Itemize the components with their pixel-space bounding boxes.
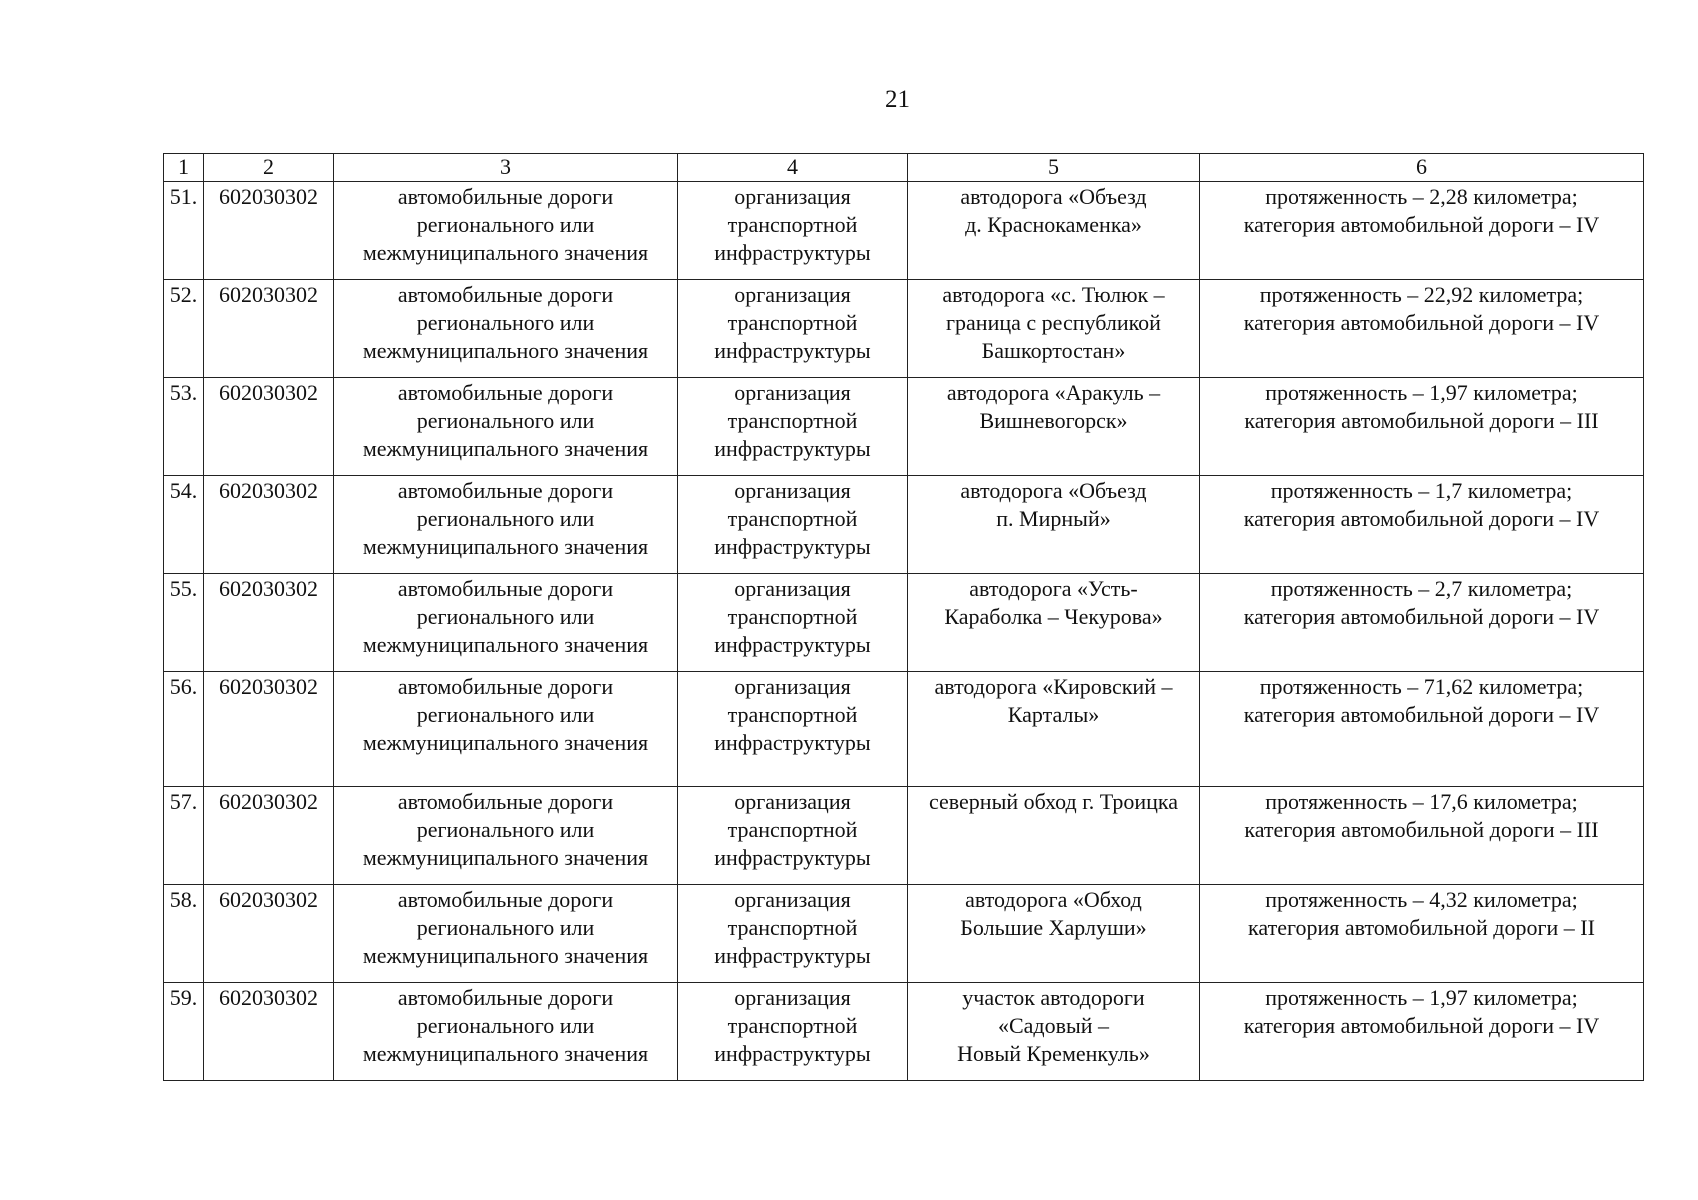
row-purpose-line: организация xyxy=(734,478,851,503)
row-object-type-line: межмуниципального значения xyxy=(362,534,649,559)
row-object-type-line: регионального или xyxy=(416,212,595,237)
row-object-name-line: Карталы» xyxy=(1007,702,1100,727)
table-header xyxy=(164,154,1644,182)
row-code: 602030302 xyxy=(204,182,334,280)
row-purpose-line: инфраструктуры xyxy=(714,534,871,559)
row-object-name-line: автодорога «Аракуль – xyxy=(946,380,1161,405)
row-object-type-line: регионального или xyxy=(416,702,595,727)
row-characteristics-line: категория автомобильной дороги – IV xyxy=(1243,310,1600,335)
column-header-1: 1 xyxy=(164,154,204,182)
row-purpose xyxy=(678,182,908,280)
row-object-type xyxy=(334,672,678,787)
row-object-type-line: автомобильные дороги xyxy=(397,887,614,912)
row-code: 602030302 xyxy=(204,574,334,672)
row-object-type xyxy=(334,885,678,983)
row-characteristics xyxy=(1200,378,1644,476)
row-object-type xyxy=(334,787,678,885)
column-header-5: 5 xyxy=(908,154,1200,182)
row-number: 52. xyxy=(164,280,204,378)
row-object-name xyxy=(908,476,1200,574)
row-object-name xyxy=(908,574,1200,672)
row-number: 59. xyxy=(164,983,204,1081)
row-characteristics-line: категория автомобильной дороги – III xyxy=(1244,817,1599,842)
row-object-type-line: автомобильные дороги xyxy=(397,789,614,814)
row-object-type-line: межмуниципального значения xyxy=(362,436,649,461)
row-object-type xyxy=(334,476,678,574)
table-row xyxy=(164,885,1644,983)
row-object-type-line: регионального или xyxy=(416,310,595,335)
row-characteristics-line: протяженность – 1,97 километра; xyxy=(1265,380,1578,405)
row-object-name-line: Башкортостан» xyxy=(981,338,1126,363)
row-purpose-line: транспортной xyxy=(727,915,858,940)
row-object-name-line: п. Мирный» xyxy=(996,506,1111,531)
row-purpose-line: организация xyxy=(734,380,851,405)
row-object-name-line: автодорога «Усть- xyxy=(969,576,1138,601)
row-object-name-line: автодорога «Кировский – xyxy=(934,674,1173,699)
row-object-type-line: автомобильные дороги xyxy=(397,380,614,405)
row-characteristics-line: протяженность – 2,28 километра; xyxy=(1265,184,1578,209)
row-code: 602030302 xyxy=(204,885,334,983)
row-object-name xyxy=(908,983,1200,1081)
row-code: 602030302 xyxy=(204,787,334,885)
row-object-type-line: автомобильные дороги xyxy=(397,184,614,209)
row-object-type xyxy=(334,280,678,378)
row-number: 57. xyxy=(164,787,204,885)
row-purpose-line: инфраструктуры xyxy=(714,943,871,968)
row-purpose-line: организация xyxy=(734,674,851,699)
row-number: 55. xyxy=(164,574,204,672)
roads-table xyxy=(163,153,1644,1081)
row-characteristics-line: категория автомобильной дороги – II xyxy=(1248,915,1595,940)
row-object-type-line: регионального или xyxy=(416,817,595,842)
column-header-2: 2 xyxy=(204,154,334,182)
row-object-type-line: регионального или xyxy=(416,604,595,629)
row-characteristics-line: категория автомобильной дороги – IV xyxy=(1243,212,1600,237)
row-purpose-line: организация xyxy=(734,789,851,814)
row-purpose-line: транспортной xyxy=(727,604,858,629)
column-header-6: 6 xyxy=(1200,154,1644,182)
row-object-type-line: регионального или xyxy=(416,506,595,531)
row-code: 602030302 xyxy=(204,983,334,1081)
row-object-name-line: «Садовый – xyxy=(997,1013,1110,1038)
row-purpose-line: организация xyxy=(734,576,851,601)
table-row xyxy=(164,476,1644,574)
row-object-type-line: межмуниципального значения xyxy=(362,338,649,363)
row-number: 54. xyxy=(164,476,204,574)
row-characteristics-line: протяженность – 1,97 километра; xyxy=(1265,985,1578,1010)
row-object-name xyxy=(908,672,1200,787)
row-characteristics xyxy=(1200,983,1644,1081)
row-code: 602030302 xyxy=(204,280,334,378)
row-purpose-line: транспортной xyxy=(727,1013,858,1038)
row-object-type-line: регионального или xyxy=(416,1013,595,1038)
row-number: 58. xyxy=(164,885,204,983)
row-characteristics-line: протяженность – 22,92 километра; xyxy=(1259,282,1584,307)
row-purpose-line: инфраструктуры xyxy=(714,1041,871,1066)
row-characteristics xyxy=(1200,885,1644,983)
row-object-type-line: межмуниципального значения xyxy=(362,240,649,265)
row-purpose-line: инфраструктуры xyxy=(714,632,871,657)
row-object-name-line: Большие Харлуши» xyxy=(960,915,1147,940)
table-row xyxy=(164,280,1644,378)
table-row xyxy=(164,787,1644,885)
row-object-type xyxy=(334,983,678,1081)
row-purpose-line: инфраструктуры xyxy=(714,845,871,870)
row-characteristics-line: категория автомобильной дороги – III xyxy=(1244,408,1599,433)
page-number: 21 xyxy=(885,86,910,113)
row-object-name xyxy=(908,378,1200,476)
row-characteristics-line: категория автомобильной дороги – IV xyxy=(1243,1013,1600,1038)
column-header-3: 3 xyxy=(334,154,678,182)
row-characteristics xyxy=(1200,476,1644,574)
row-purpose-line: инфраструктуры xyxy=(714,436,871,461)
row-characteristics-line: протяженность – 71,62 километра; xyxy=(1259,674,1584,699)
row-object-name-line: автодорога «Обход xyxy=(965,887,1142,912)
row-object-name-line: автодорога «с. Тюлюк – xyxy=(942,282,1165,307)
row-object-name-line: Вишневогорск» xyxy=(979,408,1128,433)
row-characteristics-line: категория автомобильной дороги – IV xyxy=(1243,506,1600,531)
row-number: 51. xyxy=(164,182,204,280)
row-characteristics xyxy=(1200,787,1644,885)
row-object-name-line: д. Краснокаменка» xyxy=(965,212,1142,237)
row-object-type-line: межмуниципального значения xyxy=(362,845,649,870)
row-characteristics xyxy=(1200,672,1644,787)
row-code: 602030302 xyxy=(204,672,334,787)
table-row xyxy=(164,182,1644,280)
row-object-name-line: граница с республикой xyxy=(946,310,1161,335)
row-object-name-line: автодорога «Объезд xyxy=(960,478,1147,503)
header-row xyxy=(164,154,1644,182)
row-purpose xyxy=(678,378,908,476)
row-characteristics-line: протяженность – 1,7 километра; xyxy=(1270,478,1573,503)
row-purpose-line: организация xyxy=(734,184,851,209)
row-object-name-line: Новый Кременкуль» xyxy=(957,1041,1150,1066)
table-row xyxy=(164,574,1644,672)
row-characteristics-line: протяженность – 17,6 километра; xyxy=(1265,789,1578,814)
row-purpose-line: транспортной xyxy=(727,408,858,433)
row-object-name xyxy=(908,280,1200,378)
row-object-name-line: Караболка – Чекурова» xyxy=(944,604,1163,629)
row-object-type-line: регионального или xyxy=(416,408,595,433)
row-purpose-line: организация xyxy=(734,887,851,912)
row-purpose xyxy=(678,983,908,1081)
row-object-type-line: межмуниципального значения xyxy=(362,943,649,968)
row-object-type-line: автомобильные дороги xyxy=(397,282,614,307)
row-object-type-line: межмуниципального значения xyxy=(362,632,649,657)
row-purpose-line: транспортной xyxy=(727,817,858,842)
row-characteristics-line: протяженность – 4,32 километра; xyxy=(1265,887,1578,912)
row-object-type-line: регионального или xyxy=(416,915,595,940)
row-object-name-line: участок автодороги xyxy=(962,985,1145,1010)
row-purpose-line: транспортной xyxy=(727,310,858,335)
row-number: 56. xyxy=(164,672,204,787)
row-code: 602030302 xyxy=(204,476,334,574)
row-object-name-line: автодорога «Объезд xyxy=(960,184,1147,209)
row-purpose-line: транспортной xyxy=(727,702,858,727)
row-purpose-line: организация xyxy=(734,985,851,1010)
row-characteristics-line: категория автомобильной дороги – IV xyxy=(1243,702,1600,727)
row-object-type-line: автомобильные дороги xyxy=(397,985,614,1010)
row-purpose xyxy=(678,280,908,378)
row-object-type xyxy=(334,574,678,672)
row-purpose xyxy=(678,476,908,574)
table-row xyxy=(164,378,1644,476)
row-object-name-line: северный обход г. Троицка xyxy=(928,789,1179,814)
row-object-type-line: автомобильные дороги xyxy=(397,478,614,503)
row-object-type-line: автомобильные дороги xyxy=(397,674,614,699)
row-purpose xyxy=(678,787,908,885)
table-row xyxy=(164,983,1644,1081)
row-purpose-line: транспортной xyxy=(727,212,858,237)
row-object-name xyxy=(908,787,1200,885)
row-purpose-line: инфраструктуры xyxy=(714,240,871,265)
row-purpose xyxy=(678,885,908,983)
row-object-type xyxy=(334,182,678,280)
row-object-type-line: межмуниципального значения xyxy=(362,730,649,755)
table-body xyxy=(164,182,1644,1081)
row-object-type-line: межмуниципального значения xyxy=(362,1041,649,1066)
row-object-name xyxy=(908,885,1200,983)
row-characteristics xyxy=(1200,574,1644,672)
row-code: 602030302 xyxy=(204,378,334,476)
row-purpose-line: инфраструктуры xyxy=(714,730,871,755)
column-header-4: 4 xyxy=(678,154,908,182)
row-characteristics-line: категория автомобильной дороги – IV xyxy=(1243,604,1600,629)
row-object-type xyxy=(334,378,678,476)
row-purpose-line: транспортной xyxy=(727,506,858,531)
table-row xyxy=(164,672,1644,787)
row-purpose-line: организация xyxy=(734,282,851,307)
row-characteristics-line: протяженность – 2,7 километра; xyxy=(1270,576,1573,601)
row-characteristics xyxy=(1200,280,1644,378)
row-characteristics xyxy=(1200,182,1644,280)
row-purpose xyxy=(678,574,908,672)
row-object-type-line: автомобильные дороги xyxy=(397,576,614,601)
row-purpose xyxy=(678,672,908,787)
row-number: 53. xyxy=(164,378,204,476)
row-purpose-line: инфраструктуры xyxy=(714,338,871,363)
row-object-name xyxy=(908,182,1200,280)
